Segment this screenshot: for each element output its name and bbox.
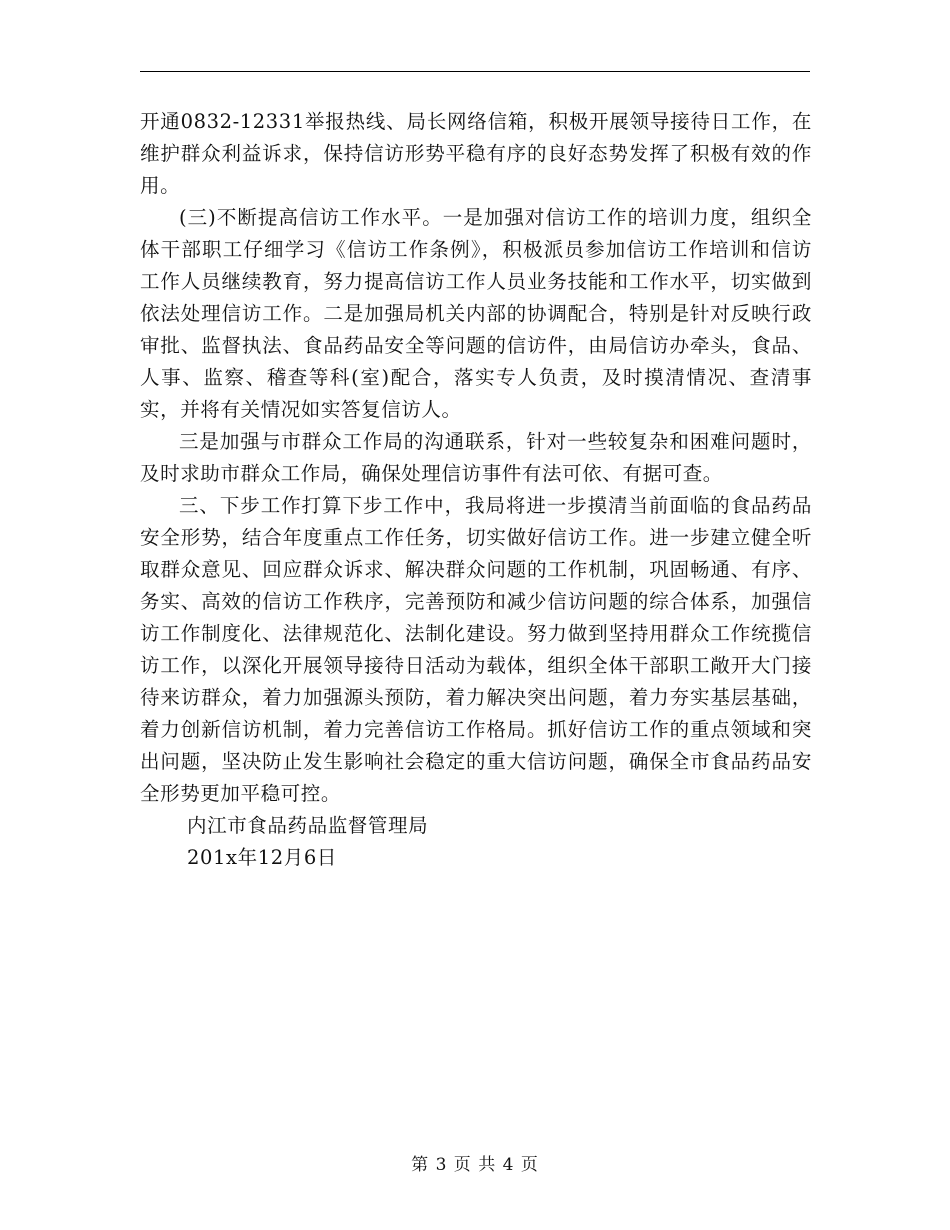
paragraph-4: 三、下步工作打算下步工作中，我局将进一步摸清当前面临的食品药品安全形势，结合年度重点工作任务，切实做好信访工作。进一步建立健全听取群众意见、回应群众诉求、解决群众问题的工作机制，巩固畅通、有序、务实、高效的信访工作秩序，完善预防和减少信访问题的综合体系，加强信访工作制度化、法律规范化、法制化建设。努力做到坚持用群众工作统揽信访工作，以深化开展领导接待日活动为载体，组织全体干部职工敞开大门接待来访群众，着力加强源头预防，着力解决突出问题，着力夯实基层基础，着力创新信访机制，着力完善信访工作格局。抓好信访工作的重点领域和突出问题，坚决防止发生影响社会稳定的重大信访问题，确保全市食品药品安全形势更加平稳可控。 (140, 494, 812, 805)
signature-date: 201x年12月6日 (187, 846, 337, 869)
paragraph-3: 三是加强与市群众工作局的沟通联系，针对一些较复杂和困难问题时，及时求助市群众工作局，确保处理信访事件有法可依、有据可查。 (140, 430, 812, 485)
page-number-footer: 第 3 页 共 4 页 (411, 1155, 539, 1175)
signature-organization: 内江市食品药品监督管理局 (187, 814, 429, 837)
paragraph-1: 开通0832-12331举报热线、局长网络信箱，积极开展领导接待日工作，在维护群众利益诉求，保持信访形势平稳有序的良好态势发挥了积极有效的作用。 (140, 110, 812, 197)
document-body (140, 106, 812, 874)
paragraph-2: (三)不断提高信访工作水平。一是加强对信访工作的培训力度，组织全体干部职工仔细学习《信访工作条例》，积极派员参加信访工作培训和信访工作人员继续教育，努力提高信访工作人员业务技能和工作水平，切实做到依法处理信访工作。二是加强局机关内部的协调配合，特别是针对反映行政审批、监督执法、食品药品安全等问题的信访件，由局信访办牵头，食品、人事、监察、稽查等科(室)配合，落实专人负责，及时摸清情况、查清事实，并将有关情况如实答复信访人。 (140, 206, 812, 421)
header-rule (140, 71, 810, 72)
